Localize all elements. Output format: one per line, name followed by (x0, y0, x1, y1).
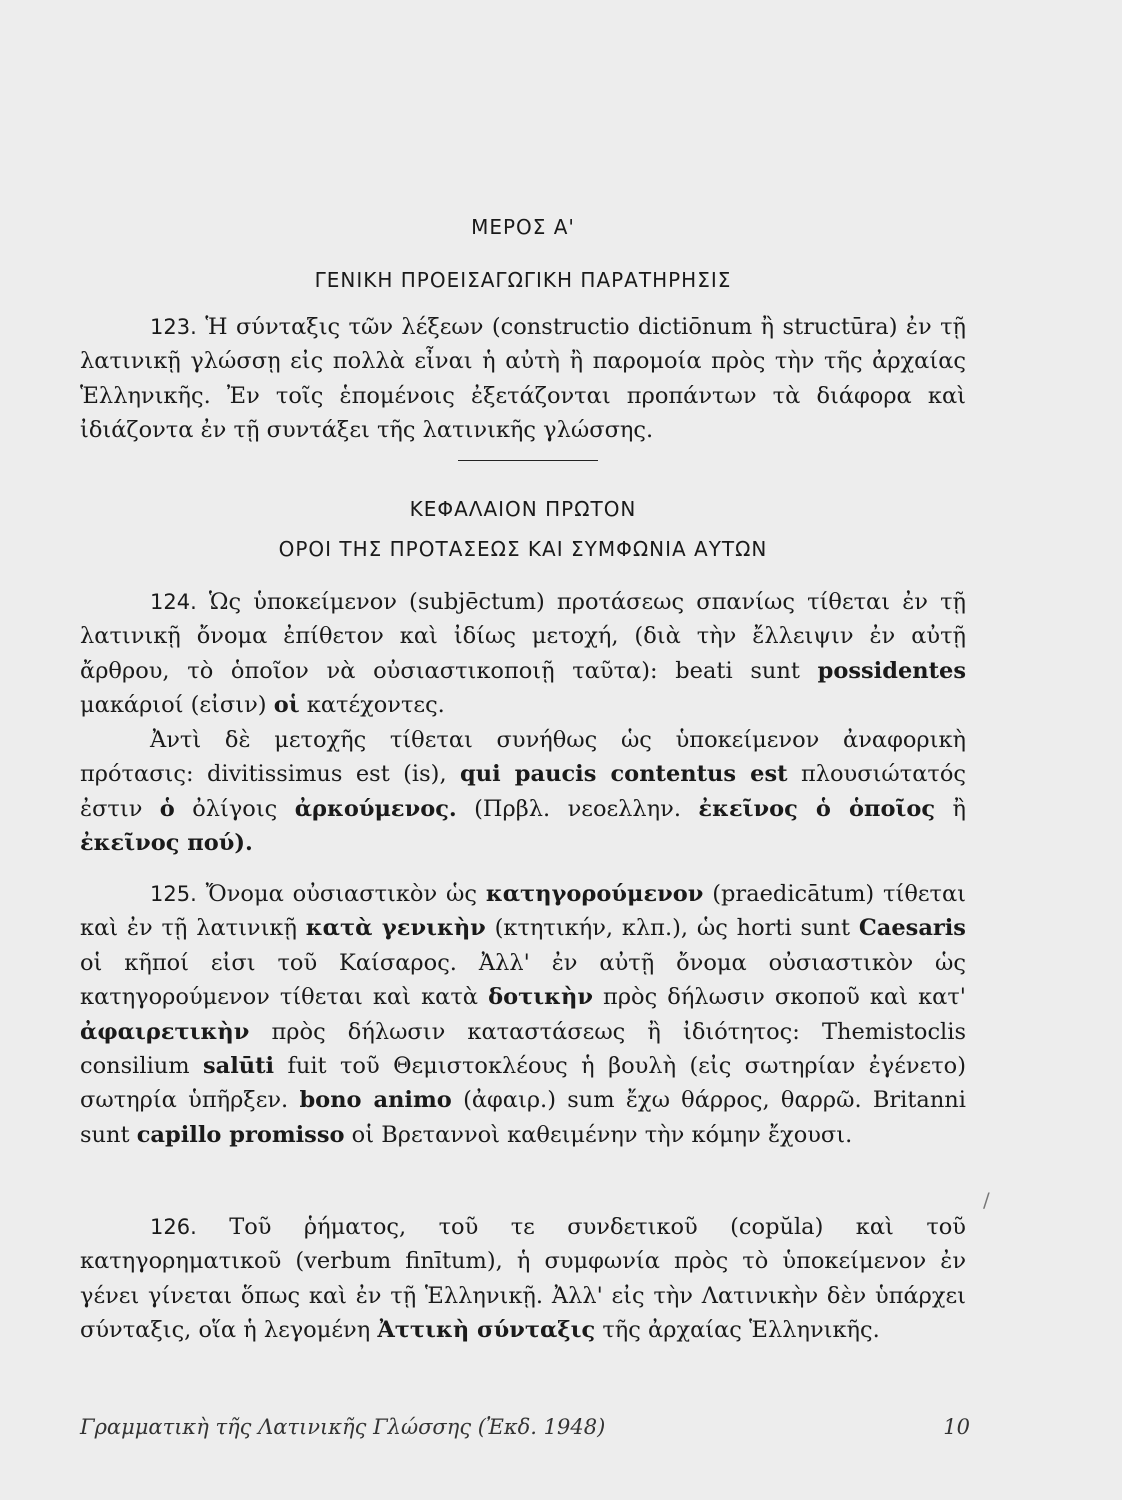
text-run: μακάριοί (εἰσιν) (80, 692, 274, 719)
text-run: fuit τοῦ Θεμιστοκλέους ἡ βουλὴ (εἰς σωτηρίαν ἐγένετο) σωτηρία ὑπῆρξεν. (80, 1053, 966, 1114)
chapter-subtitle: ΟΡΟΙ ΤΗΣ ΠΡΟΤΑΣΕΩΣ ΚΑΙ ΣΥΜΦΩΝΙΑ ΑΥΤΩΝ (278, 537, 768, 561)
text-run: πρὸς δήλωσιν καταστάσεως ἢ ἰδιότητος: Themistoclis consilium (80, 1018, 966, 1080)
text-run: κατέχοντες. (299, 692, 445, 719)
bold-run: qui paucis contentus est (460, 761, 788, 788)
bold-run: ἐκεῖνος ὁ ὁποῖος (698, 795, 936, 822)
bold-run: possidentes (817, 657, 966, 684)
margin-mark: / (983, 1188, 990, 1212)
footer-source: Γραμματικὴ τῆς Λατινικῆς Γλώσσης (Ἐκδ. 1948) (80, 1415, 606, 1439)
bold-run: οἱ (273, 692, 300, 719)
bold-run: Caesaris (858, 915, 966, 942)
bold-run: ὁ (159, 795, 175, 822)
text-run: Ὄνομα οὐσιαστικὸν ὡς (196, 881, 486, 907)
paragraph-number: 123. (150, 315, 197, 339)
bold-run: capillo promisso (136, 1121, 345, 1148)
text-run: Ὡς ὑποκείμενον (subjēctum) προτάσεως σπανίως τίθεται ἐν τῇ λατινικῇ ὄνομα ἐπίθετον καὶ ἰδίως μετοχή, (διὰ τὴν ἔλλειψιν ἐν αὐτῇ ἄρθρου, τὸ ὁποῖον νὰ οὐσιαστικοποιῇ ταῦτα): beati sunt (80, 589, 966, 684)
text-run: (Πρβλ. νεοελλην. (456, 795, 699, 822)
bold-run: ἀρκούμενος. (294, 795, 457, 822)
text-run: (ἀφαιρ.) sum ἔχω θάρρος, θαρρῶ. Britanni sunt (80, 1087, 966, 1148)
text-run: ἢ (935, 795, 966, 822)
paragraph-124-continuation (80, 723, 966, 861)
bold-run: κατὰ γενικὴν (305, 915, 486, 942)
paragraph-124 (80, 585, 966, 723)
text-run: τῆς ἀρχαίας Ἑλληνικῆς. (595, 1317, 880, 1344)
paragraph-126 (80, 1210, 966, 1348)
text-run: Τοῦ ῥήματος, τοῦ τε συνδετικοῦ (copŭla) καὶ τοῦ κατηγορηματικοῦ (verbum finītum), ἡ συμφωνία πρὸς τὸ ὑποκείμενον ἐν γένει γίνεται ὅπως καὶ ἐν τῇ Ἑλληνικῇ. Ἀλλ' εἰς τὴν Λατινικὴν δὲν ὑπάρχει σύνταξις, οἵα ἡ λεγομένη (80, 1214, 966, 1344)
bold-run: ἐκεῖνος πού). (80, 830, 253, 857)
page-number: 10 (943, 1415, 970, 1439)
text-run: πλουσιώτατός ἐστιν (80, 761, 966, 822)
part-subtitle: ΓΕΝΙΚΗ ΠΡΟΕΙΣΑΓΩΓΙΚΗ ΠΑΡΑΤΗΡΗΣΙΣ (314, 268, 732, 292)
paragraph-text: Ἡ σύνταξις τῶν λέξεων (constructio dictiōnum ἢ structūra) ἐν τῇ λατινικῇ γλώσσῃ εἰς πολλὰ εἶναι ἡ αὐτὴ ἢ παρομοία πρὸς τὴν τῆς ἀρχαίας Ἑλληνικῆς. Ἐν τοῖς ἑπομένοις ἐξετάζονται προπάντων τὰ διάφορα καὶ ἰδιάζοντα ἐν τῇ συντάξει τῆς λατινικῆς γλώσσης. (80, 314, 966, 444)
bold-run: Ἀττικὴ σύνταξις (377, 1317, 596, 1344)
text-run: οἱ κῆποί εἰσι τοῦ Καίσαρος. Ἀλλ' ἐν αὐτῇ ὄνομα οὐσιαστικὸν ὡς κατηγορούμενον τίθεται καὶ κατὰ (80, 949, 966, 1011)
part-title: ΜΕΡΟΣ Α' (471, 215, 575, 239)
paragraph-number: 124. (150, 590, 197, 614)
paragraph-125 (80, 877, 966, 1152)
bold-run: ἀφαιρετικὴν (80, 1018, 250, 1045)
text-run: (κτητικήν, κλπ.), ὡς horti sunt (485, 915, 859, 942)
bold-run: bono animo (299, 1087, 452, 1114)
paragraph-number: 125. (150, 882, 197, 906)
text-run: ὀλίγοις (174, 795, 295, 822)
bold-run: δοτικὴν (488, 984, 593, 1011)
bold-run: κατηγορούμενον (485, 881, 704, 907)
section-divider (458, 460, 598, 461)
paragraph-123 (80, 310, 966, 448)
text-run: πρὸς δήλωσιν σκοποῦ καὶ κατ' (592, 984, 966, 1011)
bold-run: salūti (203, 1053, 275, 1080)
paragraph-number: 126. (150, 1215, 197, 1239)
text-run: (praedicātum) τίθεται καὶ ἐν τῇ λατινικῇ (80, 881, 966, 942)
chapter-title: ΚΕΦΑΛΑΙΟΝ ΠΡΩΤΟΝ (409, 497, 637, 521)
text-run: Ἀντὶ δὲ μετοχῆς τίθεται συνήθως ὡς ὑποκείμενον ἀναφορικὴ πρότασις: divitissimus est (is), (80, 727, 966, 788)
text-run: οἱ Βρεταννοὶ καθειμένην τὴν κόμην ἔχουσι. (344, 1121, 853, 1148)
